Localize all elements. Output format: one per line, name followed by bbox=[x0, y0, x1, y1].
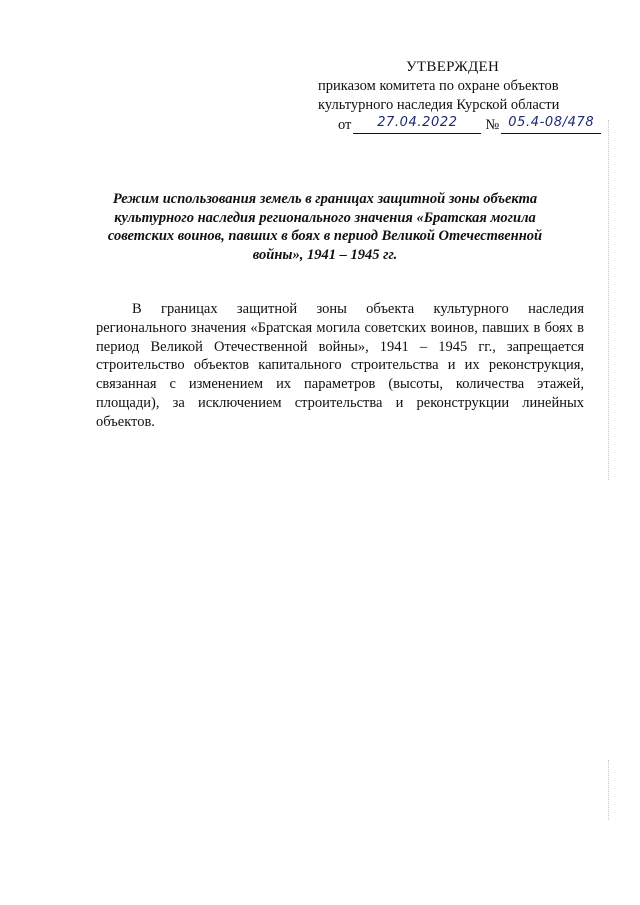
handwritten-date: 27.04.2022 bbox=[377, 115, 458, 130]
body-paragraph: В границах защитной зоны объекта культурного наследия регионального значения «Братская могила советских воинов, павших в боях в период Великой Отечественной войны», 1941 – 1945 гг., запрещается строительство объектов капитального строительства и их реконструкция, связанная с изменением их параметров (высоты, количества этажей, площади), за исключением строительства и реконструкции линейных объектов. bbox=[96, 301, 584, 430]
from-label: от bbox=[338, 117, 352, 133]
approval-date-number-line bbox=[318, 116, 608, 135]
date-blank bbox=[353, 116, 481, 134]
document-title: Режим использования земель в границах защитной зоны объекта культурного наследия регионального значения «Братская могила советских воинов, павших в боях в период Великой Отечественной войны», 1941 – 1945 гг. bbox=[107, 191, 543, 263]
handwritten-number: 05.4-08/478 bbox=[508, 115, 595, 130]
number-label: № bbox=[485, 117, 500, 133]
approval-line-2: культурного наследия Курской области bbox=[318, 97, 560, 113]
number-blank bbox=[501, 116, 601, 134]
approval-stamp-block bbox=[318, 58, 608, 135]
scan-margin-mark bbox=[608, 120, 611, 480]
scan-margin-mark-lower bbox=[608, 760, 611, 820]
approval-heading: УТВЕРЖДЕН bbox=[406, 59, 500, 75]
approval-line-1: приказом комитета по охране объектов bbox=[318, 78, 559, 94]
